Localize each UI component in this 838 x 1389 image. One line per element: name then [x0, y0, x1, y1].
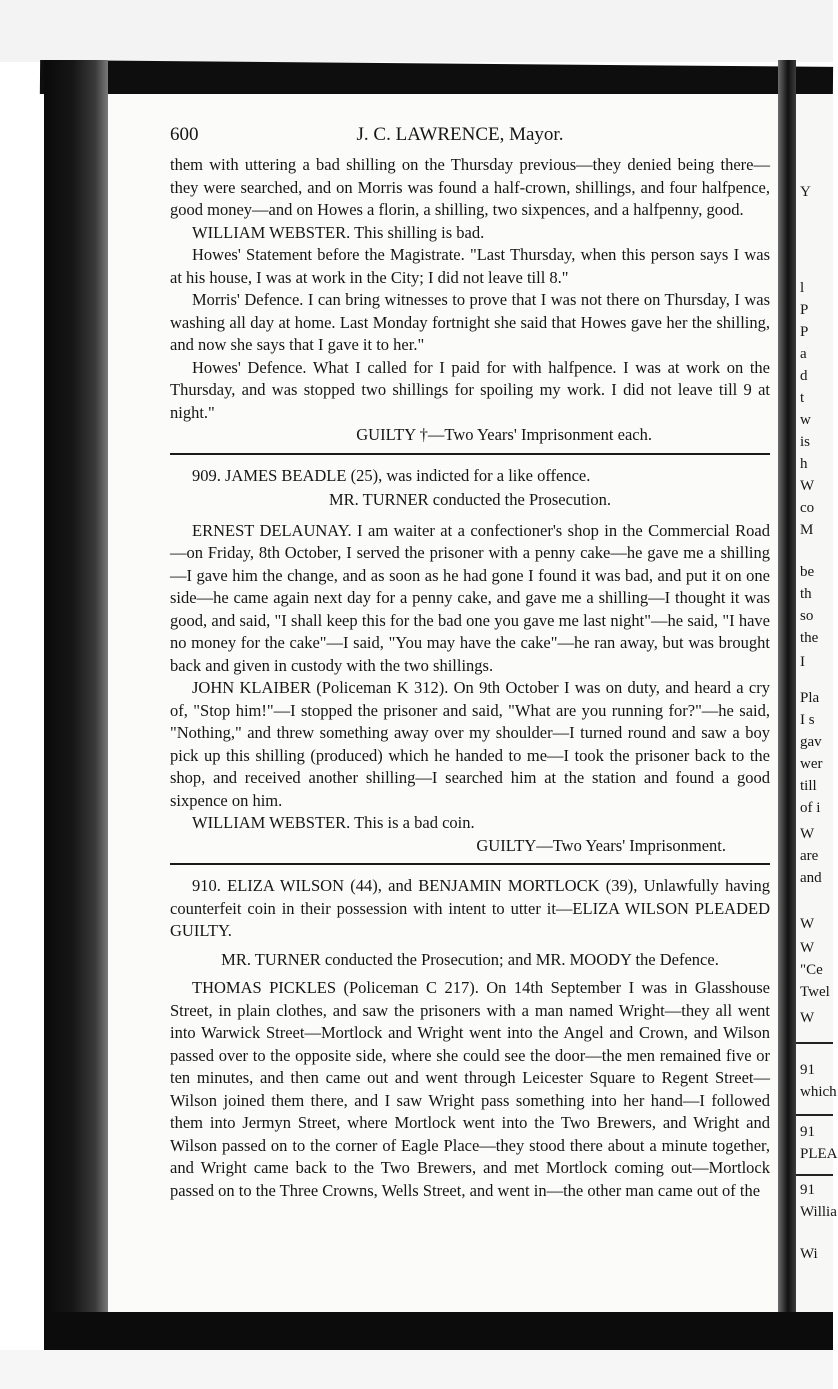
witness-klaiber: JOHN KLAIBER (Policeman K 312). On 9th October I was on duty, and heard a cry of, "Stop him!"—I stopped the prisoner and said, "What are you running for?"—he said, "Nothing," and threw something away over my shoulder—I turned round and saw a boy pick up this shilling (produced) which he handed to me—I took the prisoner back to the shop, and received another shilling—I searched him at the station and found a good sixpence on him.: [170, 678, 770, 810]
facing-text: wer: [800, 756, 823, 772]
page-text-column: [170, 124, 770, 1202]
verdict-case-908: GUILTY †—Two Years' Imprisonment each.: [356, 425, 652, 444]
facing-text: W: [800, 940, 815, 956]
facing-text: W: [800, 916, 815, 932]
case-910-title: 910. ELIZA WILSON (44), and BENJAMIN MORTLOCK (39), Unlawfully having counterfeit coin in their possession with intent to utter it—ELIZA WILSON PLEADED GUILTY.: [170, 876, 770, 940]
scan-left-edge: [44, 60, 108, 1350]
facing-text: so: [800, 608, 814, 624]
page-number: 600: [170, 124, 199, 145]
witness-pickles: THOMAS PICKLES (Policeman C 217). On 14th September I was in Glasshouse Street, in plain clothes, and saw the prisoners with a man named Wright—they all went into Warwick Street—Mortlock and Wright went into the Angel and Crown, and Wilson passed over to the opposite side, where she could see the door—the men remained five or ten minutes, and then came out and went through Leicester Square to Regent Street—Wilson joined them there, and I saw Wright pass something into her hand—I followed them into Jermyn Street, where Mortlock went into the Two Brewers, and Wright and Wilson passed on to the corner of Eagle Place—they stood there about a minute together, and Wright came back to the Two Brewers, and met Mortlock coming out—Mortlock passed on to the Three Crowns, Wells Street, and went in—the other man came out of the: [170, 978, 770, 1200]
verdict-case-909: GUILTY—Two Years' Imprisonment.: [476, 835, 726, 855]
facing-text: Willia: [800, 1204, 837, 1220]
facing-text: "Ce: [800, 962, 823, 978]
witness-webster-1: WILLIAM WEBSTER. This shilling is bad.: [192, 222, 485, 242]
facing-text: Pla: [800, 690, 820, 706]
facing-text: th: [800, 586, 812, 602]
witness-webster-2: WILLIAM WEBSTER. This is a bad coin.: [192, 813, 475, 832]
facing-text: a: [800, 346, 807, 362]
section-rule: [170, 863, 770, 865]
facing-text: I: [800, 654, 805, 670]
facing-text: are: [800, 848, 819, 864]
facing-text: W: [800, 1010, 815, 1026]
facing-text: I s: [800, 712, 815, 728]
facing-text: 91: [800, 1062, 815, 1078]
facing-text: Wi: [800, 1246, 818, 1262]
facing-text: d: [800, 368, 808, 384]
facing-text: is: [800, 434, 811, 450]
facing-text: t: [800, 390, 805, 406]
witness-delaunay: ERNEST DELAUNAY. I am waiter at a confectioner's shop in the Commercial Road—on Friday, 8th October, I served the prisoner with a penny cake—he gave me a shilling—I gave him the change, and as soon as he had gone I found it was bad, and put it on one side—he came again next day for a penny cake, and gave me a shilling—I thought it was good, and said, "I shall keep this for the bad one you gave me last night"—he said, "I have no money for the cake"—I said, "You may have the cake"—he ran away, but was brought back and given in custody with the two shillings.: [170, 520, 770, 675]
facing-text: M: [800, 522, 814, 538]
scan-bottom-edge: [44, 1312, 833, 1350]
book-page: [108, 94, 778, 1312]
facing-text: P: [800, 302, 809, 318]
case-910-prosecution: MR. TURNER conducted the Prosecution; and MR. MOODY the Defence.: [221, 949, 719, 969]
facing-text: co: [800, 500, 815, 516]
case-909-prosecution: MR. TURNER conducted the Prosecution.: [329, 490, 611, 509]
facing-text: P: [800, 324, 809, 340]
facing-rule: [796, 1174, 833, 1176]
facing-text: till: [800, 778, 817, 794]
howes-defence: Howes' Defence. What I called for I paid for with halfpence. I was at work on the Thursday, and was stopped two shillings for spoiling my work. I did not leave till 9 at night.": [170, 357, 770, 422]
facing-text: Y: [800, 184, 811, 200]
facing-rule: [796, 1114, 833, 1116]
facing-text: of i: [800, 800, 821, 816]
running-head: [170, 124, 770, 154]
facing-text: 91: [800, 1182, 815, 1198]
facing-text: 91: [800, 1124, 815, 1140]
running-head-title: J. C. LAWRENCE, Mayor.: [356, 124, 564, 145]
facing-text: which: [800, 1084, 837, 1100]
facing-text: be: [800, 564, 815, 580]
paragraph-continuation: them with uttering a bad shilling on the Thursday previous—they denied being there—they were searched, and on Morris was found a half-crown, shillings, and four halfpence, good money—and on Howes a florin, a shilling, two sixpences, and a halfpenny, good.: [170, 155, 770, 219]
facing-text: Twel: [800, 984, 830, 1000]
facing-rule: [796, 1042, 833, 1044]
morris-defence: Morris' Defence. I can bring witnesses to prove that I was not there on Thursday, I was washing all day at home. Last Monday fortnight she said that Howes gave her the shilling, and now she says that I gave it to her.": [170, 290, 770, 354]
book-gutter: [778, 60, 796, 1350]
facing-text: w: [800, 412, 811, 428]
scan-bottom-margin: [0, 1350, 833, 1389]
facing-text: the: [800, 630, 819, 646]
howes-statement: Howes' Statement before the Magistrate. "Last Thursday, when this person says I was at his house, I was at work in the City; I did not leave till 8.": [170, 245, 770, 287]
facing-text: l: [800, 280, 805, 296]
facing-text: gav: [800, 734, 822, 750]
facing-text: and: [800, 870, 822, 886]
facing-text: h: [800, 456, 808, 472]
facing-page-fragment: [796, 94, 838, 1312]
case-909-title: 909. JAMES BEADLE (25), was indicted for a like offence.: [192, 465, 591, 485]
facing-text: W: [800, 826, 815, 842]
section-rule: [170, 453, 770, 455]
facing-text: W: [800, 478, 815, 494]
facing-text: PLEA: [800, 1146, 838, 1162]
scan-top-margin: [0, 0, 833, 62]
